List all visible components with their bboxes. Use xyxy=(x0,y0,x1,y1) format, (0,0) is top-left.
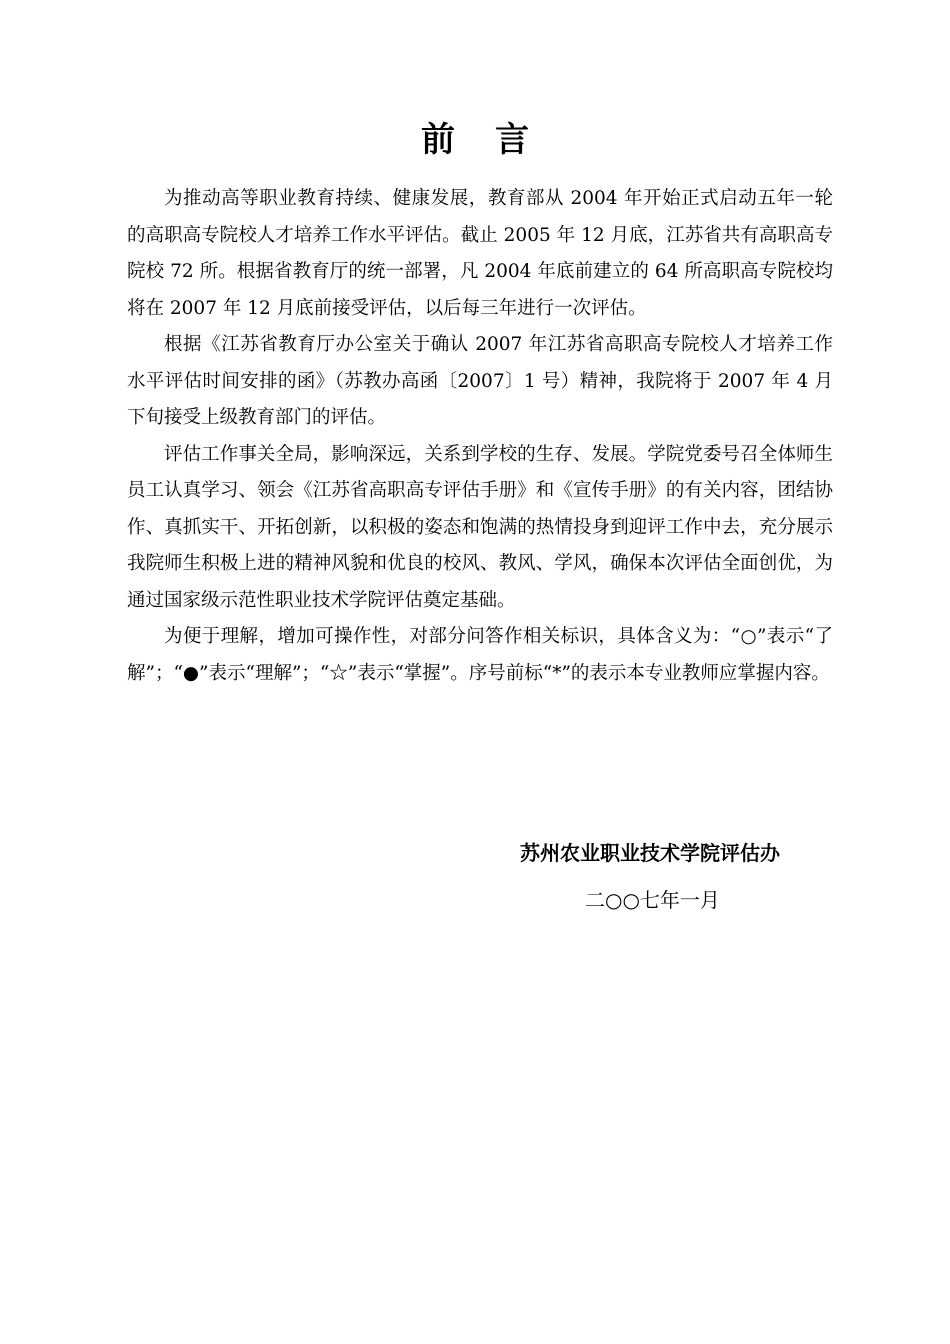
body-text xyxy=(127,181,833,692)
paragraph-2: 根据《江苏省教育厅办公室关于确认 2007 年江苏省高职高专院校人才培养工作水平评估时间安排的函》（苏教办高函〔2007〕1 号）精神，我院将于 2007 年 4 月下旬接受上级教育部门的评估。 xyxy=(127,334,833,428)
paragraph-3: 评估工作事关全局，影响深远，关系到学校的生存、发展。学院党委号召全体师生员工认真学习、领会《江苏省高职高专评估手册》和《宣传手册》的有关内容，团结协作、真抓实干、开拓创新，以积极的姿态和饱满的热情投身到迎评工作中去，充分展示我院师生积极上进的精神风貌和优良的校风、教风、学风，确保本次评估全面创优，为通过国家级示范性职业技术学院评估奠定基础。 xyxy=(127,443,833,611)
page-title: 前言 xyxy=(421,120,569,160)
signature-date: 二○○七年一月 xyxy=(585,888,720,912)
paragraph-4: 为便于理解，增加可操作性，对部分问答作相关标识，具体含义为：“○”表示“了解”；“●”表示“理解”；“☆”表示“掌握”。序号前标“*”的表示本专业教师应掌握内容。 xyxy=(127,626,833,684)
paragraph-1: 为推动高等职业教育持续、健康发展，教育部从 2004 年开始正式启动五年一轮的高职高专院校人才培养工作水平评估。截止 2005 年 12 月底，江苏省共有高职高专院校 72 所。根据省教育厅的统一部署，凡 2004 年底前建立的 64 所高职高专院校均将在 2007 年 12 月底前接受评估，以后每三年进行一次评估。 xyxy=(127,188,833,319)
signature-organization: 苏州农业职业技术学院评估办 xyxy=(520,841,780,865)
